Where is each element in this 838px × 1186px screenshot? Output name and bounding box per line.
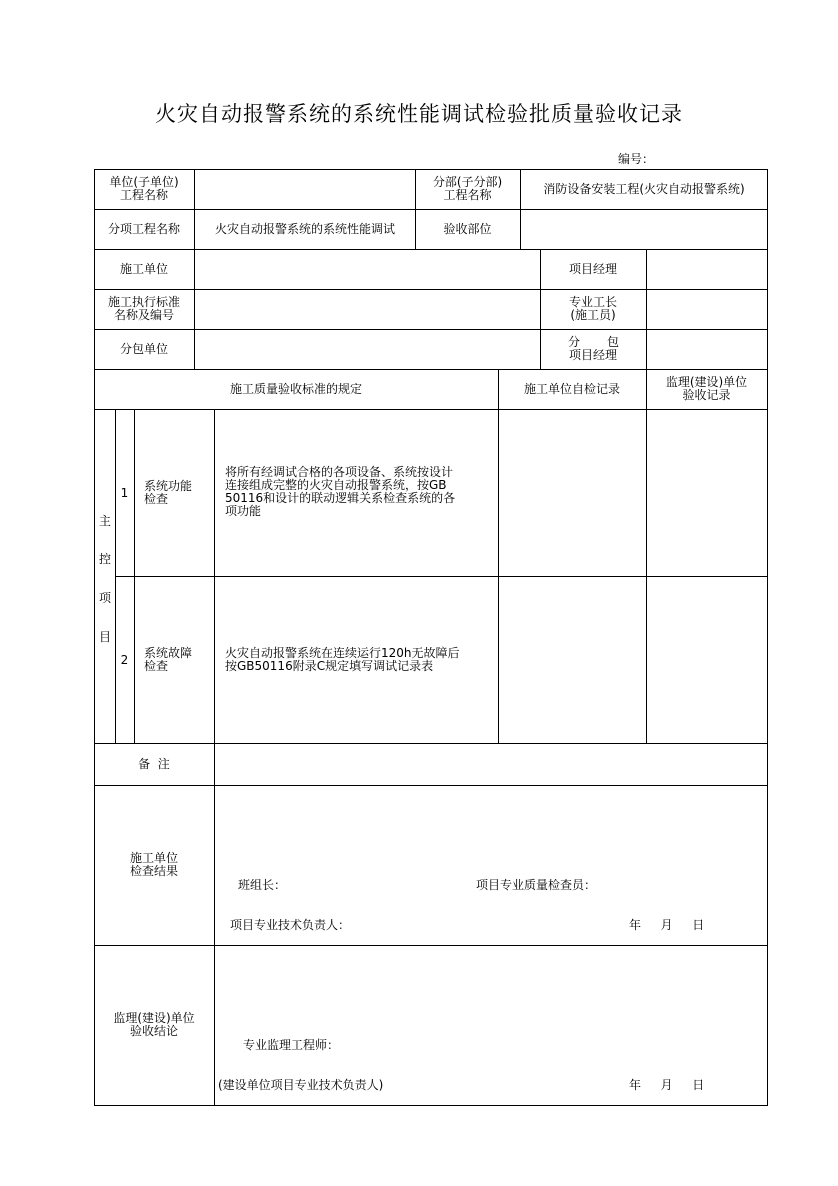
border-right bbox=[767, 169, 768, 1106]
item-content bbox=[225, 466, 497, 518]
col-supervision bbox=[646, 376, 767, 402]
h-line bbox=[94, 785, 768, 786]
label-char: 分 bbox=[568, 335, 581, 349]
content-line: 火灾自动报警系统在连续运行120h无故障后 bbox=[225, 646, 460, 660]
main-control-char: 项 bbox=[98, 591, 111, 605]
label-line: 检查 bbox=[144, 492, 169, 506]
h-line bbox=[94, 743, 768, 744]
border-bottom bbox=[94, 1105, 768, 1106]
label-line: 系统功能 bbox=[144, 479, 193, 493]
item-content bbox=[225, 647, 497, 673]
tech-leader-label: 项目专业技术负责人： bbox=[230, 918, 351, 932]
label-line: 检查结果 bbox=[129, 864, 178, 878]
h-line bbox=[94, 369, 768, 370]
label-line: 工程名称 bbox=[119, 188, 168, 202]
main-control-char: 主 bbox=[98, 514, 111, 528]
label-line: 分部(子分部) bbox=[432, 175, 503, 189]
h-line bbox=[94, 249, 768, 250]
unit-name-label bbox=[94, 176, 194, 202]
border-top bbox=[94, 169, 768, 170]
supervision-date: 年 月 日 bbox=[629, 1078, 705, 1092]
content-line: 将所有经调试合格的各项设备、系统按设计 bbox=[225, 465, 454, 479]
content-line: 连接组成完整的火灾自动报警系统，按GB bbox=[225, 478, 447, 492]
standard-label bbox=[94, 296, 194, 322]
label-line: 监理(建设)单位 bbox=[113, 1011, 195, 1025]
label-line: 系统故障 bbox=[144, 646, 193, 660]
label-line: 验收记录 bbox=[682, 388, 731, 402]
sub-item-value[interactable]: 火灾自动报警系统的系统性能调试 bbox=[214, 222, 395, 236]
col-self-check: 施工单位自检记录 bbox=[523, 382, 620, 396]
h-line bbox=[94, 329, 768, 330]
content-line: 项功能 bbox=[225, 504, 262, 518]
label-line: 监理(建设)单位 bbox=[665, 375, 748, 389]
h-line bbox=[94, 289, 768, 290]
item-name bbox=[144, 647, 212, 673]
h-line bbox=[94, 409, 768, 410]
h-line bbox=[115, 576, 768, 577]
supervision-result-label bbox=[94, 1012, 214, 1038]
v-line bbox=[520, 169, 521, 249]
quality-inspector-label: 项目专业质量检查员： bbox=[476, 878, 597, 892]
v-line bbox=[115, 409, 116, 743]
division-label bbox=[415, 176, 520, 202]
label-line: 项目经理 bbox=[568, 348, 617, 362]
h-line bbox=[94, 945, 768, 946]
label-line: 单位(子单位) bbox=[109, 175, 179, 189]
sub-pm-label bbox=[540, 336, 646, 362]
accept-part-label: 验收部位 bbox=[443, 222, 492, 236]
item-number: 2 bbox=[120, 653, 129, 667]
v-line bbox=[194, 169, 195, 369]
label-line: 施工执行标准 bbox=[107, 295, 180, 309]
subcontract-label: 分包单位 bbox=[119, 342, 168, 356]
construction-date: 年 月 日 bbox=[629, 918, 705, 932]
division-value[interactable]: 消防设备安装工程(火灾自动报警系统) bbox=[543, 182, 745, 196]
team-leader-label: 班组长： bbox=[238, 878, 287, 892]
main-control-char: 目 bbox=[98, 630, 111, 644]
construction-unit-label: 施工单位 bbox=[119, 262, 168, 276]
foreman-label bbox=[540, 296, 646, 322]
label-line: 名称及编号 bbox=[113, 308, 174, 322]
construction-result-label bbox=[94, 852, 214, 878]
page-title: 火灾自动报警系统的系统性能调试检验批质量验收记录 bbox=[155, 102, 683, 126]
label-line: 检查 bbox=[144, 659, 169, 673]
item-name bbox=[144, 480, 212, 506]
content-line: 按GB50116附录C规定填写调试记录表 bbox=[225, 659, 434, 673]
code-label: 编号： bbox=[618, 152, 655, 166]
sub-item-label: 分项工程名称 bbox=[107, 222, 180, 236]
project-manager-label: 项目经理 bbox=[568, 262, 617, 276]
v-line bbox=[498, 369, 499, 743]
main-control-char: 控 bbox=[98, 552, 111, 566]
v-line bbox=[214, 409, 215, 1106]
v-line bbox=[134, 409, 135, 743]
v-line bbox=[646, 249, 647, 743]
remarks-label: 备 注 bbox=[138, 757, 170, 771]
label-line: 工程名称 bbox=[443, 188, 492, 202]
supervision-engineer-label: 专业监理工程师： bbox=[243, 1038, 340, 1052]
owner-tech-label: (建设单位项目专业技术负责人) bbox=[218, 1078, 384, 1092]
content-line: 50116和设计的联动逻辑关系检查系统的各 bbox=[225, 491, 456, 505]
label-line: 专业工长 bbox=[568, 295, 617, 309]
label-line: 施工单位 bbox=[129, 851, 178, 865]
label-char: 包 bbox=[607, 335, 620, 349]
label-line: 验收结论 bbox=[129, 1024, 178, 1038]
h-line bbox=[94, 209, 768, 210]
label-line: (施工员) bbox=[570, 308, 616, 322]
item-number: 1 bbox=[120, 486, 129, 500]
col-standard: 施工质量验收标准的规定 bbox=[229, 382, 362, 396]
